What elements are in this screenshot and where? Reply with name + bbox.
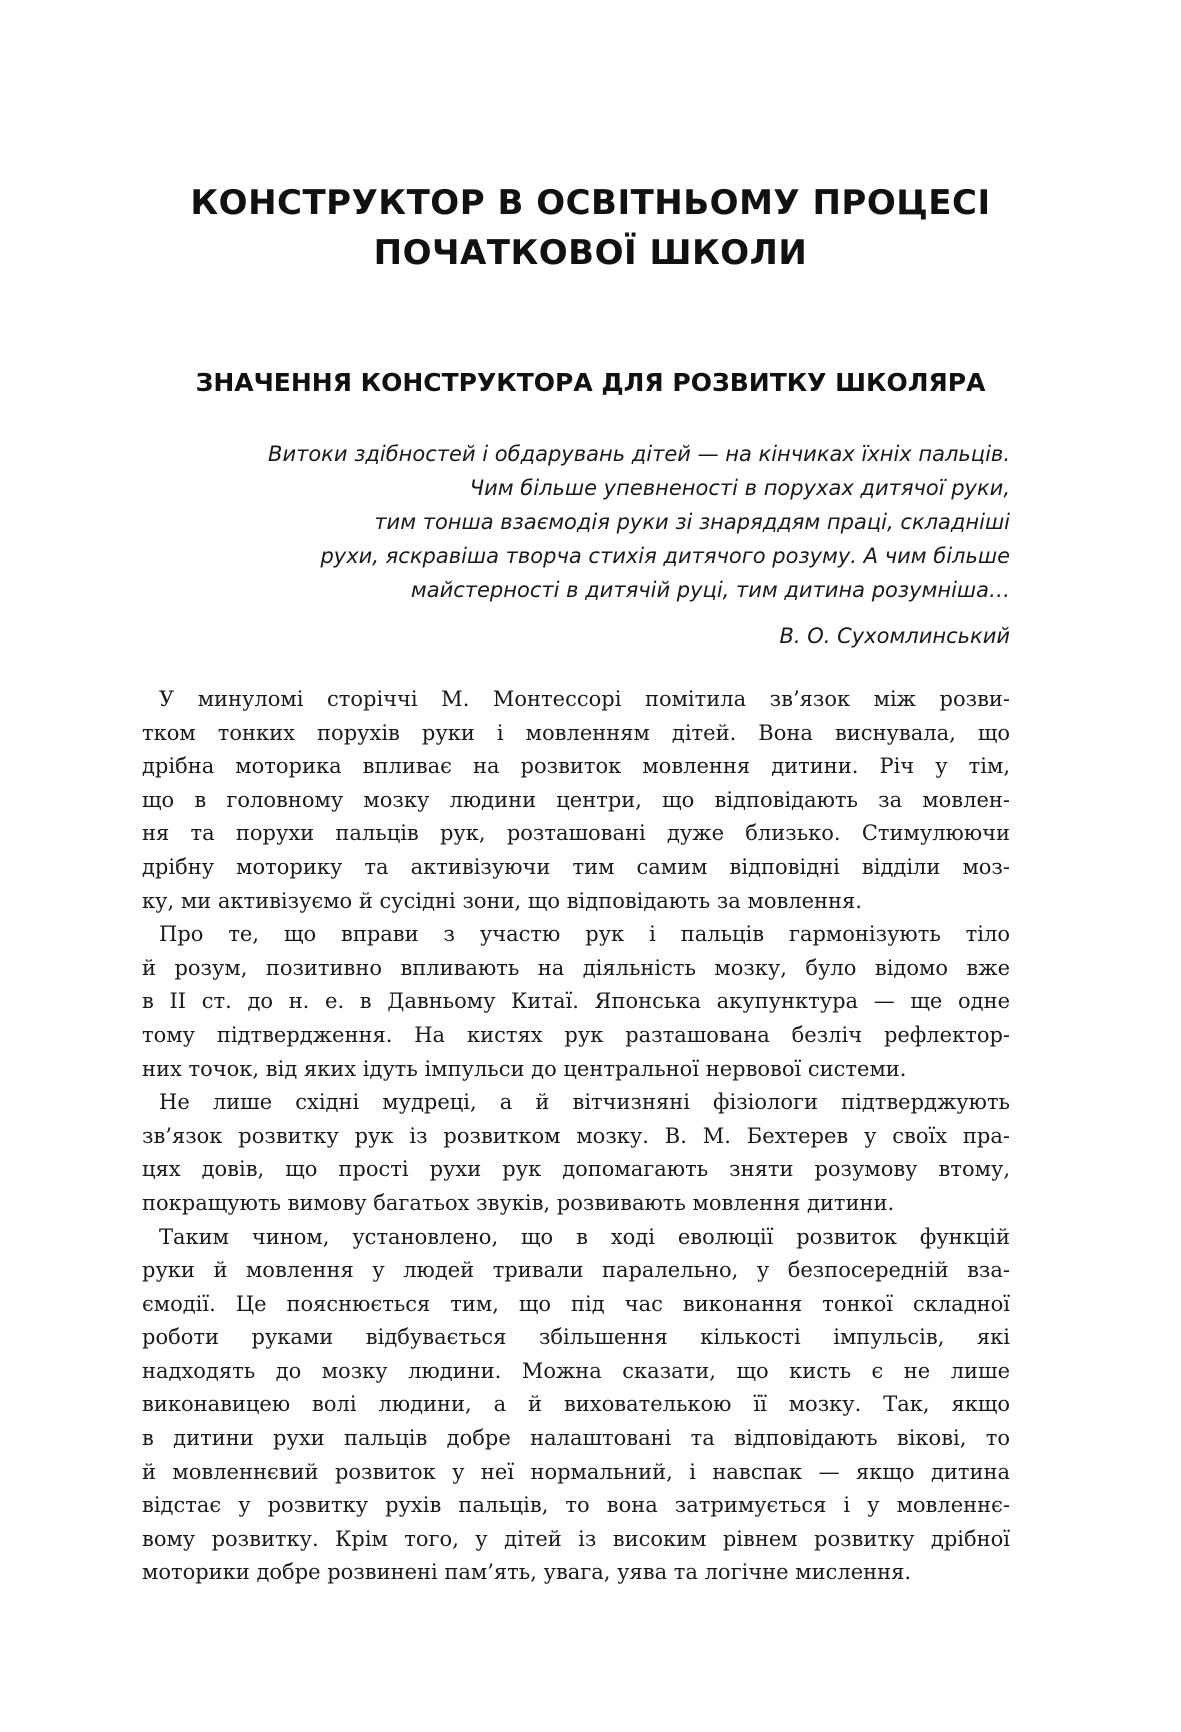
- text-line: Не лише східні мудреці, а й вітчизняні фізіологи підтверджують: [159, 1090, 1010, 1115]
- text-line: в дитини рухи пальців добре налаштовані та відповідають вікові, то: [142, 1426, 1010, 1451]
- text-line: роботи руками відбувається збільшення кількості імпульсів, які: [142, 1325, 1010, 1350]
- text-line: й мовленнєвий розвиток у неї нормальний, і навспак — якщо дитина: [142, 1459, 1010, 1484]
- text-line: й розум, позитивно впливають на діяльність мозку, було відомо вже: [142, 955, 1010, 980]
- chapter-title-line: ПОЧАТКОВОЇ ШКОЛИ: [373, 233, 808, 273]
- chapter-title: [100, 178, 1081, 278]
- body-text: [142, 683, 1010, 1590]
- text-line: надходять до мозку людини. Можна сказати, що кисть є не лише: [142, 1358, 1010, 1383]
- text-line: Таким чином, установлено, що в ході еволюції розвиток функцій: [159, 1224, 1010, 1249]
- text-line: Про те, що вправи з участю рук і пальців гармонізують тіло: [159, 922, 1010, 947]
- text-line: руки й мовлення у людей тривали паралельно, у безпосередній вза-: [142, 1258, 1010, 1283]
- epigraph-line: рухи, яскравіша творча стихія дитячого розуму. А чим більше: [320, 544, 1010, 568]
- text-line: У минуломі сторіччі М. Монтессорі помітила зв’язок між розви-: [159, 687, 1010, 711]
- paragraph: [142, 1221, 1010, 1591]
- text-line: тком тонких порухів руки і мовленням дітей. Вона виснувала, що: [142, 720, 1010, 745]
- epigraph-author: В. О. Сухомлинський: [779, 624, 1010, 648]
- epigraph-line: тим тонша взаємодія руки зі знаряддям праці, складніші: [374, 510, 1010, 534]
- text-line: в II ст. до н. е. в Давньому Китаї. Японська акупунктура — ще одне: [142, 989, 1010, 1014]
- text-line: них точок, від яких ідуть імпульси до центральної нервової системи.: [142, 1056, 907, 1081]
- text-line: виконавицею волі людини, а й вихователькою її мозку. Так, якщо: [142, 1392, 1010, 1417]
- section-title: ЗНАЧЕННЯ КОНСТРУКТОРА ДЛЯ РОЗВИТКУ ШКОЛЯРА: [195, 368, 986, 397]
- text-line: цях довів, що прості рухи рук допомагають зняти розумову втому,: [142, 1157, 1010, 1182]
- paragraph: [142, 683, 1010, 918]
- text-line: дрібну моторику та активізуючи тим самим відповідні відділи моз-: [142, 854, 1010, 879]
- text-line: ку, ми активізуємо й сусідні зони, що відповідають за мовлення.: [142, 888, 862, 913]
- text-line: що в головному мозку людини центри, що відповідають за мовлен-: [142, 787, 1010, 812]
- text-line: відстає у розвитку рухів пальців, то вона затримується і у мовленнє-: [142, 1493, 1010, 1518]
- chapter-title-line: КОНСТРУКТОР В ОСВІТНЬОМУ ПРОЦЕСІ: [190, 183, 991, 223]
- text-line: зв’язок розвитку рук із розвитком мозку. В. М. Бехтерев у своїх пра-: [142, 1123, 1010, 1148]
- text-line: ємодії. Це пояснюється тим, що під час виконання тонкої складної: [142, 1291, 1010, 1316]
- epigraph-line: Чим більше упевненості в порухах дитячої руки,: [469, 476, 1010, 500]
- epigraph-line: майстерності в дитячій руці, тим дитина розумніша…: [410, 578, 1010, 602]
- paragraph: [142, 1086, 1010, 1220]
- paragraph: [142, 918, 1010, 1086]
- epigraph-line: Витоки здібностей і обдарувань дітей — на кінчиках їхніх пальців.: [268, 442, 1010, 466]
- text-line: ня та порухи пальців рук, розташовані дуже близько. Стимулюючи: [142, 821, 1010, 846]
- text-line: моторики добре розвинені пам’ять, увага, уява та логічне мислення.: [142, 1560, 912, 1585]
- text-line: тому підтвердження. На кистях рук разташована безліч рефлектор-: [142, 1022, 1010, 1047]
- text-line: покращують вимову багатьох звуків, розвивають мовлення дитини.: [142, 1190, 895, 1215]
- epigraph: [150, 437, 1010, 653]
- text-line: вому розвитку. Крім того, у дітей із високим рівнем розвитку дрібної: [142, 1526, 1010, 1551]
- text-line: дрібна моторика впливає на розвиток мовлення дитини. Річ у тім,: [142, 754, 1010, 779]
